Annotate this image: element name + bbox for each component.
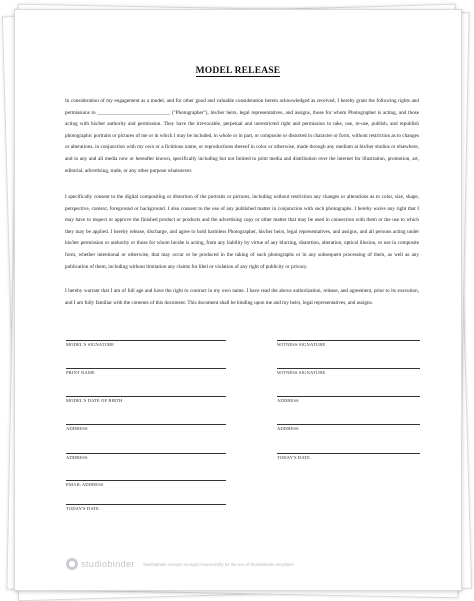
document-title-text: MODEL RELEASE: [195, 66, 281, 76]
paragraph-warranty: I hereby warrant that I am of full age and have the right to contract in my own name. I have read the above authorization, release, and agreement, prior to its execution, and I am fully familiar with the contents of this document. This document shall be binding upon me and my heirs, legal representatives, and assigns.: [65, 288, 419, 306]
document-footer: [66, 557, 294, 571]
studiobinder-logo-icon: [66, 558, 78, 570]
witness-signature-line[interactable]: WITNESS SIGNATURE: [277, 368, 420, 375]
paragraph-consent-and-release: I specifically consent to the digital compositing or distortion of the portraits or pictures, including without restriction any changes or alterations as to color, size, shape, perspective, context, foreground or background. I also consent to the use of any published matter in conjunction with such photographs. I hereby waive any right that I may have to inspect or approve the finished product or products and the advertising copy or other matter that may be used in connection with them or the use to which they may be applied. I hereby release, discharge, and agree to hold harmless Photographer, his/her heirs, legal representatives, and assigns, and all persons acting under his/her permission or authority or those for whom he/she is acting, from any liability by virtue of any blurring, distortion, alteration, optical illusion, or use in composite form, whether intentional or otherwise, that may occur or be produced in the taking of such photographs or in any subsequent processing of them, as well as any publication of them, including without limitation any claims for libel or violation of any right of publicity or privacy.: [65, 194, 419, 270]
paragraph-grant-of-rights: In consideration of my engagement as a model, and for other good and valuable consideration herein acknowledged as received, I hereby grant the following rights and permissions to ____________________________ ("Photographer"), his/her heirs, legal representatives, and assigns, those for whom Photographer is acting, and those acting with his/her authority and permission. They have the irrevocable, perpetual and unrestricted right and permission to take, use, re-use, publish, and republish photographic portraits or pictures of me or in which I may be included, in whole or in part, or composite or distorted in character or form, without restriction as to changes or alterations, in conjunction with my own or a fictitious name, or reproductions thereof in color or otherwise, made through any medium at his/her studios or elsewhere, and in any and all media now or hereafter known, specifically including but not limited to print media and distribution over the internet for illustration, promotion, art, editorial, advertising, trade, or any other purpose whatsoever.: [65, 98, 419, 174]
todays-date-line[interactable]: TODAY'S DATE: [277, 453, 420, 460]
todays-date-line[interactable]: TODAY'S DATE: [66, 504, 226, 511]
address-line[interactable]: ADDRESS: [66, 424, 226, 431]
witness-signature-line[interactable]: WITNESS SIGNATURE: [277, 340, 420, 347]
print-name-line[interactable]: PRINT NAME: [66, 368, 226, 375]
models-date-of-birth-line[interactable]: MODEL'S DATE OF BIRTH: [66, 396, 226, 403]
brand-name: studiobinder: [81, 559, 135, 569]
footer-disclaimer: StudioBinder accepts no legal responsibility for the use of StudioBinder templates: [142, 561, 294, 567]
models-signature-line[interactable]: MODEL'S SIGNATURE: [66, 340, 226, 347]
address-line[interactable]: ADDRESS: [277, 424, 420, 431]
document-title: [15, 66, 461, 76]
model-release-document: [14, 9, 462, 591]
address-line[interactable]: ADDRESS: [66, 453, 226, 460]
address-line[interactable]: ADDRESS: [277, 396, 420, 403]
email-address-line[interactable]: EMAIL ADDRESS: [66, 480, 226, 487]
